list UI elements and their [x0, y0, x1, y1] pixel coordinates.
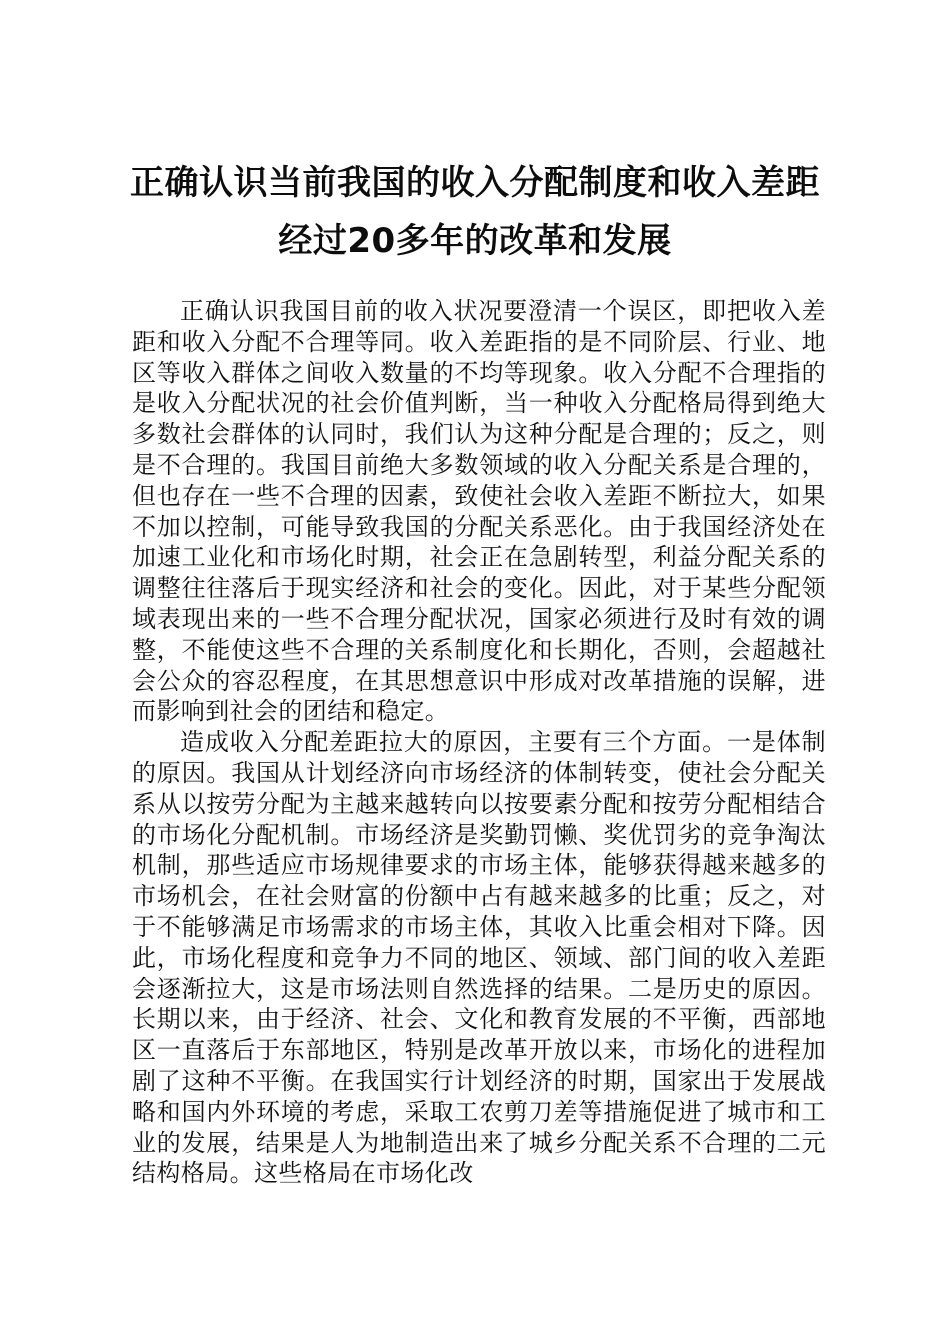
document-title: 正确认识当前我国的收入分配制度和收入差距	[130, 163, 820, 203]
paragraph-1: 正确认识我国目前的收入状况要澄清一个误区，即把收入差距和收入分配不合理等同。收入差距指的是不同阶层、行业、地区等收入群体之间收入数量的不均等现象。收入分配不合理指的是收入分配状况的社会价值判断，当一种收入分配格局得到绝大多数社会群体的认同时，我们认为这种分配是合理的；反之，则是不合理的。我国目前绝大多数领域的收入分配关系是合理的，但也存在一些不合理的因素，致使社会收入差距不断拉大，如果不加以控制，可能导致我国的分配关系恶化。由于我国经济处在加速工业化和市场化时期，社会正在急剧转型，利益分配关系的调整往往落后于现实经济和社会的变化。因此，对于某些分配领域表现出来的一些不合理分配状况，国家必须进行及时有效的调整，不能使这些不合理的关系制度化和长期化，否则，会超越社会公众的容忍程度，在其思想意识中形成对改革措施的误解，进而影响到社会的团结和稳定。	[132, 297, 826, 726]
document-body	[132, 296, 826, 1189]
document-subtitle: 经过20多年的改革和发展	[278, 221, 672, 261]
paragraph-2: 造成收入分配差距拉大的原因，主要有三个方面。一是体制的原因。我国从计划经济向市场经济的体制转变，使社会分配关系从以按劳分配为主越来越转向以按要素分配和按劳分配相结合的市场化分配机制。市场经济是奖勤罚懒、奖优罚劣的竞争淘汰机制，那些适应市场规律要求的市场主体，能够获得越来越多的市场机会，在社会财富的份额中占有越来越多的比重；反之，对于不能够满足市场需求的市场主体，其收入比重会相对下降。因此，市场化程度和竞争力不同的地区、领域、部门间的收入差距会逐渐拉大，这是市场法则自然选择的结果。二是历史的原因。长期以来，由于经济、社会、文化和教育发展的不平衡，西部地区一直落后于东部地区，特别是改革开放以来，市场化的进程加剧了这种不平衡。在我国实行计划经济的时期，国家出于发展战略和国内外环境的考虑，采取工农剪刀差等措施促进了城市和工业的发展，结果是人为地制造出来了城乡分配关系不合理的二元结构格局。这些格局在市场化改	[132, 728, 826, 1188]
